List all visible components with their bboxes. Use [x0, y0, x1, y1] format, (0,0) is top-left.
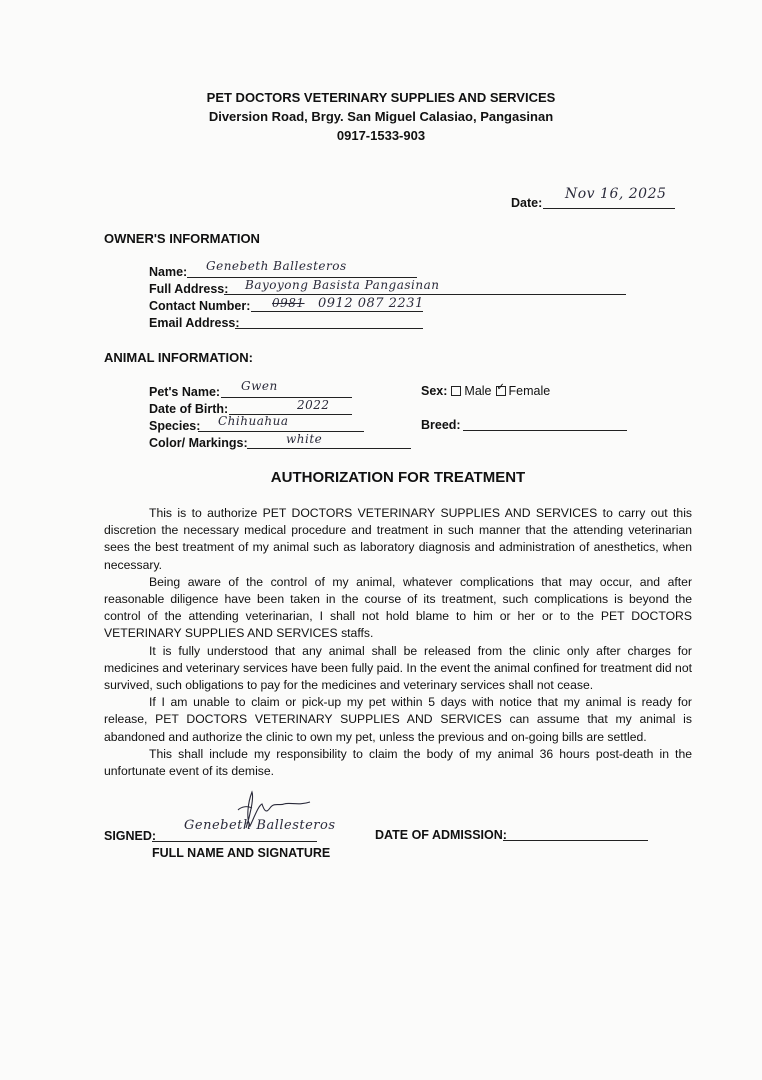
- female-checkbox[interactable]: [496, 386, 506, 396]
- sex-label: Sex:: [421, 384, 448, 398]
- date-label: Date:: [511, 196, 543, 210]
- authorization-paragraph: Being aware of the control of my animal, whatever complications that may occur, and after reasonable diligence have been taken in the course of its treatment, such complications is beyond the control of the attending veterinarian, I shall not hold blame to him or her or to the PET DOCTORS VETERINARY SUPPLIES AND SERVICES staffs.: [104, 574, 692, 641]
- authorization-body: [104, 505, 692, 780]
- color-line: [247, 448, 411, 449]
- dob-label: Date of Birth:: [149, 402, 229, 416]
- owner-email-line: [235, 328, 423, 329]
- pet-name-line: [221, 397, 352, 398]
- owner-contact-line: [251, 311, 423, 312]
- owner-address-value: Bayoyong Basista Pangasinan: [245, 278, 440, 292]
- admission-date-line: [503, 840, 648, 841]
- owner-address-line: [224, 294, 626, 295]
- signed-name-value: Genebeth Ballesteros: [184, 818, 336, 833]
- breed-line: [463, 430, 627, 431]
- date-value: Nov 16, 2025: [565, 186, 667, 202]
- species-value: Chihuahua: [218, 414, 289, 428]
- owner-name-label: Name:: [149, 265, 188, 279]
- owner-email-label: Email Address:: [149, 316, 240, 330]
- breed-label: Breed:: [421, 418, 461, 432]
- female-option-label: Female: [508, 384, 551, 398]
- authorization-paragraph: If I am unable to claim or pick-up my pet within 5 days with notice that my animal is ready for release, PET DOCTORS VETERINARY SUPPLIES AND SERVICES can assume that my animal is abandoned and authorize the clinic to own my pet, unless the previous and on-going bills are settled.: [104, 695, 692, 744]
- authorization-title: AUTHORIZATION FOR TREATMENT: [270, 469, 526, 486]
- sex-field: [421, 384, 550, 398]
- owner-address-label: Full Address:: [149, 282, 229, 296]
- pet-name-value: Gwen: [241, 379, 278, 393]
- animal-section-title: ANIMAL INFORMATION:: [104, 350, 253, 365]
- dob-value: 2022: [297, 398, 330, 412]
- pet-name-label: Pet's Name:: [149, 385, 221, 399]
- signature-line: [152, 841, 317, 842]
- signature-caption: FULL NAME AND SIGNATURE: [152, 846, 331, 860]
- species-label: Species:: [149, 419, 201, 433]
- owner-contact-value: 0912 087 2231: [318, 296, 424, 311]
- owner-contact-label: Contact Number:: [149, 299, 251, 313]
- owner-contact-struck: 0981: [272, 296, 305, 310]
- male-checkbox[interactable]: [451, 386, 461, 396]
- clinic-address: Diversion Road, Brgy. San Miguel Calasiao, Pangasinan: [208, 109, 554, 124]
- clinic-name: PET DOCTORS VETERINARY SUPPLIES AND SERVICES: [206, 90, 556, 105]
- male-option-label: Male: [464, 384, 492, 398]
- clinic-phone: 0917-1533-903: [336, 128, 426, 143]
- signed-label: SIGNED:: [104, 829, 157, 843]
- color-value: white: [286, 432, 323, 446]
- authorization-paragraph: It is fully understood that any animal shall be released from the clinic only after charges for medicines and veterinary services have been fully paid. In the event the animal confined for treatment did not survived, such obligations to pay for the medicines and veterinary services shall not cease.: [104, 643, 692, 693]
- admission-date-label: DATE OF ADMISSION:: [375, 828, 507, 842]
- owner-name-value: Genebeth Ballesteros: [206, 259, 347, 273]
- authorization-paragraph: This is to authorize PET DOCTORS VETERINARY SUPPLIES AND SERVICES to carry out this discretion the necessary medical procedure and treatment in such manner that the attending veterinarian sees the best treatment of my animal such as laboratory diagnosis and administration of anesthetics, when necessary.: [104, 506, 692, 572]
- color-label: Color/ Markings:: [149, 436, 248, 450]
- authorization-paragraph: This shall include my responsibility to claim the body of my animal 36 hours post-death in the unfortunate event of its demise.: [104, 746, 692, 779]
- date-line: [543, 208, 675, 209]
- owner-section-title: OWNER'S INFORMATION: [104, 231, 260, 246]
- species-line: [198, 431, 364, 432]
